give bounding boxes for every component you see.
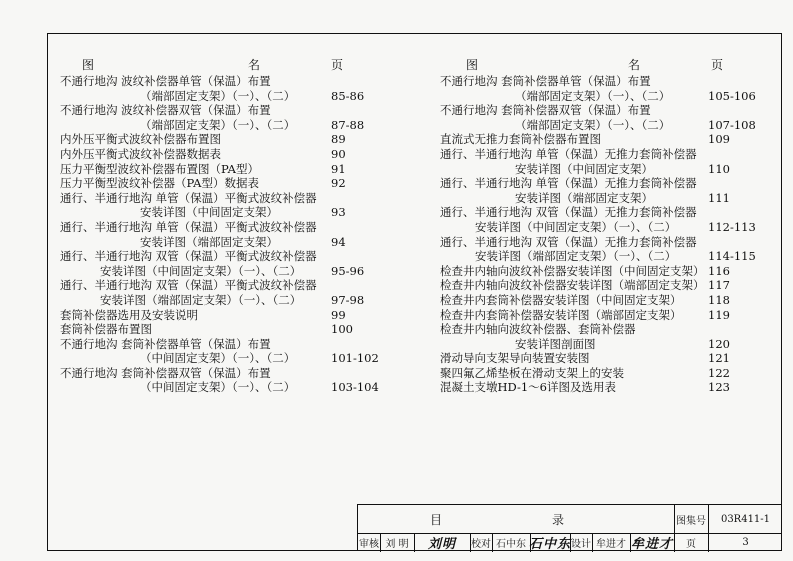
toc-entry-text: 不通行地沟 套筒补偿器单管（保温）布置 [60,336,271,351]
toc-entry-page: 117 [708,278,730,293]
header-name: 名 [248,58,261,72]
toc-entry-line [440,293,760,308]
toc-entry-text: 安装详图（端部固定支架）（一）、（二） [475,249,677,264]
toc-entry-page: 112-113 [708,219,756,234]
toc-entry-text: 通行、半通行地沟 双管（保温）平衡式波纹补偿器 [60,278,317,293]
toc-entry [440,322,760,351]
toc-entry-text: 通行、半通行地沟 单管（保温）平衡式波纹补偿器 [60,219,317,234]
toc-entry-text: 检查井内轴向波纹补偿器安装详图（中间固定支架） [440,263,705,278]
toc-entry-page: 116 [708,263,730,278]
toc-entry-line [440,220,760,235]
toc-entry [440,235,760,264]
toc-entry-line [60,176,380,191]
toc-entry-page: 91 [331,161,346,176]
toc-entry-text: 聚四氟乙烯垫板在滑动支架上的安装 [440,365,624,380]
toc-entry-text: 通行、半通行地沟 双管（保温）无推力套筒补偿器 [440,205,697,220]
toc-entry-text: 通行、半通行地沟 单管（保温）无推力套筒补偿器 [440,176,697,191]
toc-entry-line [440,89,760,104]
checker-signature: 石中东 [529,537,572,552]
toc-entry [440,308,760,323]
toc-entry-line [60,351,380,366]
toc-entry-text: （端部固定支架）（一）、（二） [140,88,296,103]
toc-entry-text: 不通行地沟 波纹补偿器单管（保温）布置 [60,74,271,88]
toc-entry-line [440,74,760,89]
toc-entry-line [440,118,760,133]
toc-entry-page: 110 [708,161,730,176]
title-block-row-top [358,505,782,534]
toc-entry-page: 85-86 [331,88,365,103]
atlas-label: 图集号 [676,515,706,527]
toc-entry [440,74,760,103]
toc-entry-page: 100 [331,322,353,337]
toc-entry-line [60,264,380,279]
toc-entry [60,308,380,323]
toc-header [60,58,380,74]
toc-entry [60,103,380,132]
checker-name: 石中东 [496,539,526,550]
toc-list-left [60,74,380,395]
toc-entry [60,366,380,395]
toc-entry-text: 套筒补偿器选用及安装说明 [60,307,198,322]
toc-list-right [440,74,760,395]
toc-entry-line [60,191,380,206]
toc-entry-page: 90 [331,146,346,161]
toc-entry-page: 95-96 [331,263,365,278]
toc-entry-text: 不通行地沟 波纹补偿器双管（保温）布置 [60,103,271,118]
toc-entry-line [60,308,380,323]
toc-entry-page: 122 [708,365,730,380]
toc-entry-text: 压力平衡型波纹补偿器（PA型）数据表 [60,176,259,191]
title-char-1: 目 [429,512,442,527]
toc-entry-line [440,147,760,162]
toc-entry-page: 111 [708,190,730,205]
header-page: 页 [331,58,344,72]
toc-entry-line [440,132,760,147]
toc-entry-line [60,118,380,133]
toc-entry-page: 97-98 [331,292,365,307]
title-block [357,504,782,551]
toc-entry-line [60,162,380,177]
toc-column-right [440,58,760,395]
page-number: 3 [742,537,749,548]
toc-entry [440,176,760,205]
toc-entry-line [60,366,380,381]
toc-entry [440,264,760,279]
toc-entry [440,351,760,366]
toc-entry [440,380,760,395]
toc-entry-line [440,380,760,395]
toc-entry-text: 套筒补偿器布置图 [60,322,152,337]
toc-entry-text: 通行、半通行地沟 双管（保温）无推力套筒补偿器 [440,234,697,249]
toc-entry [60,132,380,147]
toc-entry-text: 安装详图剖面图 [515,336,596,351]
toc-entry [60,220,380,249]
toc-entry [60,322,380,337]
toc-entry-page: 103-104 [331,380,379,395]
review-label: 审核 [359,539,379,550]
toc-entry-text: 检查井内轴向波纹补偿器、套筒补偿器 [440,322,636,337]
toc-entry-text: 安装详图（中间固定支架）（一）、（二） [475,219,677,234]
toc-entry-page: 89 [331,132,346,147]
toc-entry-text: 不通行地沟 套筒补偿器双管（保温）布置 [440,103,651,118]
header-name: 名 [628,58,641,72]
toc-entry-page: 121 [708,351,730,366]
toc-entry-text: 直流式无推力套筒补偿器布置图 [440,132,601,147]
toc-entry-line [440,191,760,206]
toc-entry-page: 107-108 [708,117,756,132]
check-label: 校对 [471,539,491,550]
toc-entry-line [440,366,760,381]
toc-entry-page: 105-106 [708,88,756,103]
toc-entry-text: 通行、半通行地沟 双管（保温）平衡式波纹补偿器 [60,249,317,264]
title-block-row-bottom [358,533,782,552]
toc-entry-text: 安装详图（端部固定支架） [515,190,653,205]
toc-entry-line [440,264,760,279]
toc-entry-line [60,235,380,250]
toc-entry-text: 内外压平衡式波纹补偿器布置图 [60,132,221,147]
toc-entry-page: 92 [331,176,346,191]
toc-entry-line [440,205,760,220]
header-figure: 图 [466,58,479,72]
toc-entry-line [60,103,380,118]
toc-entry-line [440,235,760,250]
toc-entry-text: 不通行地沟 套筒补偿器单管（保温）布置 [440,74,651,88]
toc-entry [60,74,380,103]
toc-entry-line [440,103,760,118]
toc-entry-text: 通行、半通行地沟 单管（保温）无推力套筒补偿器 [440,146,697,161]
toc-entry-text: 混凝土支墩HD-1～6详图及选用表 [440,380,616,395]
header-figure: 图 [82,58,95,72]
toc-entry-page: 114-115 [708,249,756,264]
toc-entry [60,147,380,162]
toc-entry [60,176,380,191]
toc-entry-text: 压力平衡型波纹补偿器布置图（PA型） [60,161,259,176]
reviewer-signature: 刘明 [427,537,456,552]
title-char-2: 录 [551,512,564,527]
toc-entry-page: 118 [708,292,730,307]
toc-column-left [60,58,380,395]
toc-entry-line [440,278,760,293]
toc-entry [60,278,380,307]
toc-entry-page: 109 [708,132,730,147]
header-page: 页 [711,58,724,72]
toc-entry-line [440,308,760,323]
toc-entry-page: 101-102 [331,351,379,366]
toc-entry-line [60,220,380,235]
toc-entry-text: （端部固定支架）（一）、（二） [515,117,671,132]
toc-entry-text: 安装详图（中间固定支架）（一）、（二） [100,263,302,278]
toc-entry [440,366,760,381]
toc-entry-text: 滑动导向支架导向装置安装图 [440,351,590,366]
toc-entry-line [440,322,760,337]
toc-entry-page: 99 [331,307,346,322]
toc-entry-line [440,249,760,264]
toc-entry [60,249,380,278]
toc-entry-line [440,162,760,177]
toc-entry-line [60,322,380,337]
toc-entry [60,337,380,366]
toc-entry [440,293,760,308]
toc-entry-text: （端部固定支架）（一）、（二） [515,88,671,103]
toc-entry-page: 87-88 [331,117,365,132]
toc-entry-line [60,278,380,293]
toc-entry-line [440,176,760,191]
toc-entry-text: 安装详图（中间固定支架） [140,205,278,220]
toc-entry-line [60,132,380,147]
toc-entry-line [440,337,760,352]
toc-entry-line [60,293,380,308]
reviewer-name: 刘 明 [385,539,409,550]
toc-entry-text: 通行、半通行地沟 单管（保温）平衡式波纹补偿器 [60,190,317,205]
toc-entry [60,191,380,220]
toc-entry-line [60,74,380,89]
toc-entry-text: 不通行地沟 套筒补偿器双管（保温）布置 [60,365,271,380]
toc-entry-line [60,380,380,395]
toc-entry-line [440,351,760,366]
design-label: 设计 [571,539,591,550]
toc-entry-text: 安装详图（端部固定支架） [140,234,278,249]
designer-signature: 牟进才 [630,537,673,552]
toc-entry-line [60,337,380,352]
atlas-number: 03R411-1 [720,513,771,525]
toc-entry [440,205,760,234]
toc-entry-page: 93 [331,205,346,220]
toc-entry [60,162,380,177]
toc-entry [440,132,760,147]
toc-entry-text: （中间固定支架）（一）、（二） [140,380,296,395]
toc-entry-text: （端部固定支架）（一）、（二） [140,117,296,132]
toc-entry [440,278,760,293]
toc-entry [440,103,760,132]
page-label: 页 [686,539,696,550]
toc-entry-text: 检查井内套筒补偿器安装详图（端部固定支架） [440,307,682,322]
designer-name: 牟进才 [596,539,626,550]
toc-entry-text: 检查井内轴向波纹补偿器安装详图（端部固定支架） [440,278,705,293]
toc-entry-page: 123 [708,380,730,395]
toc-entry-text: （中间固定支架）（一）、（二） [140,351,296,366]
toc-entry-page: 119 [708,307,730,322]
toc-entry-line [60,147,380,162]
toc-entry-page: 120 [708,336,730,351]
toc-header [440,58,760,74]
toc-entry-line [60,205,380,220]
toc-entry-line [60,249,380,264]
toc-entry-page: 94 [331,234,346,249]
toc-entry-line [60,89,380,104]
toc-entry-text: 安装详图（中间固定支架） [515,161,653,176]
toc-entry-text: 检查井内套筒补偿器安装详图（中间固定支架） [440,292,682,307]
toc-entry [440,147,760,176]
toc-entry-text: 内外压平衡式波纹补偿器数据表 [60,146,221,161]
toc-entry-text: 安装详图（端部固定支架）（一）、（二） [100,292,302,307]
